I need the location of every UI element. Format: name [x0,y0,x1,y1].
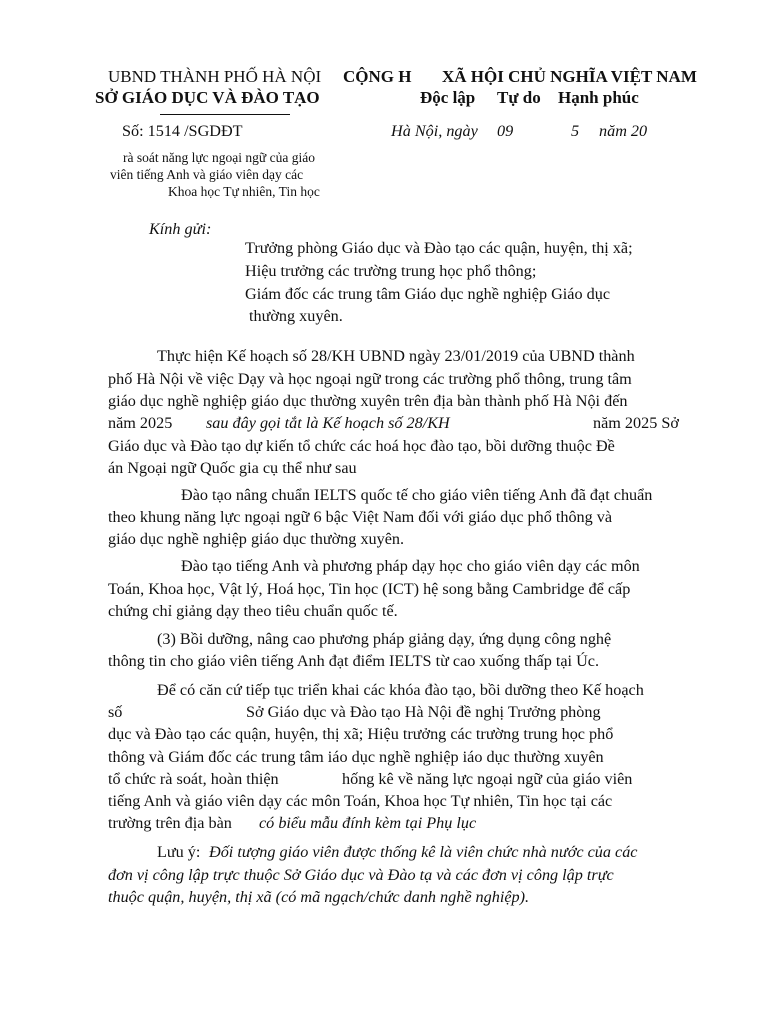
p5-line-7b: có biểu mẫu đính kèm tại Phụ lục [259,814,477,832]
p1-line-5: Giáo dục và Đào tạo dự kiến tổ chức các hoá học đào tạo, bồi dưỡng thuộc Đề [108,437,615,455]
p1-line-4c: năm 2025 Sở [593,414,679,432]
p3-line-3: chứng chỉ giảng dạy theo tiêu chuẩn quốc tế. [108,602,398,620]
note-line-1: Đối tượng giáo viên được thống kê là viên chức nhà nước của các [209,843,638,861]
p2-line-2: theo khung năng lực ngoại ngữ 6 bậc Việt Nam đối với giáo dục phổ thông và [108,508,613,526]
note-label: Lưu ý: [157,843,201,861]
note-line-2: đơn vị công lập trực thuộc Sở Giáo dục và Đào tạ và các đơn vị công lập trực [108,866,614,884]
recipients-label: Kính gửi: [149,220,212,238]
recipient-line-4: thường xuyên. [249,307,343,325]
p4-line-2: thông tin cho giáo viên tiếng Anh đạt điểm IELTS từ cao xuống thấp tại Úc. [108,652,600,670]
p5-line-1: Để có căn cứ tiếp tục triển khai các khóa đào tạo, bồi dưỡng theo Kế hoạch [157,681,644,699]
document-number: Số: 1514 /SGDĐT [122,122,243,140]
p3-line-1: Đào tạo tiếng Anh và phương pháp dạy học cho giáo viên dạy các môn [181,557,640,575]
subject-line-1: rà soát năng lực ngoại ngữ của giáo [123,150,315,165]
national-title-b: XÃ HỘI CHỦ NGHĨA VIỆT NAM [442,67,697,86]
p5-line-5a: tổ chức rà soát, hoàn thiện [108,770,279,788]
date-year: năm 20 [599,122,648,140]
p5-line-5b: hống kê về năng lực ngoại ngữ của giáo viên [342,770,633,788]
p1-line-3: giáo dục nghề nghiệp giáo dục thường xuyên trên địa bàn thành phố Hà Nội đến [108,392,628,410]
p1-line-4b: sau đây gọi tắt là Kế hoạch số 28/KH [206,414,450,432]
motto-a: Độc lập [420,88,476,107]
subject-line-3: Khoa học Tự nhiên, Tin học [168,184,320,199]
note-line-3: thuộc quận, huyện, thị xã (có mã ngạch/chức danh nghề nghiệp). [108,888,530,906]
p5-line-2b: Sở Giáo dục và Đào tạo Hà Nội đề nghị Trưởng phòng [246,703,601,721]
recipient-line-2: Hiệu trưởng các trường trung học phổ thông; [245,262,537,280]
p5-line-6: tiếng Anh và giáo viên dạy các môn Toán, Khoa học Tự nhiên, Tin học tại các [108,792,613,810]
recipient-line-1: Trưởng phòng Giáo dục và Đào tạo các quận, huyện, thị xã; [245,239,633,257]
p1-line-4a: năm 2025 [108,414,173,432]
date-day: 09 [497,122,514,140]
p3-line-2: Toán, Khoa học, Vật lý, Hoá học, Tin học (ICT) hệ song bằng Cambridge để cấp [108,580,631,598]
issuer-underline [160,114,290,115]
national-title-a: CỘNG H [343,67,412,86]
motto-b: Tự do [497,88,541,107]
date-month: 5 [571,122,580,140]
p5-line-4: thông và Giám đốc các trung tâm iáo dục nghề nghiệp iáo dục thường xuyên [108,748,604,766]
p4-line-1: (3) Bồi dưỡng, nâng cao phương pháp giảng dạy, ứng dụng công nghệ [157,630,612,648]
p2-line-1: Đào tạo nâng chuẩn IELTS quốc tế cho giáo viên tiếng Anh đã đạt chuẩn [181,486,653,504]
recipient-line-3: Giám đốc các trung tâm Giáo dục nghề nghiệp Giáo dục [245,285,611,303]
place-date: Hà Nội, ngày [391,122,478,140]
p5-line-3: dục và Đào tạo các quận, huyện, thị xã; Hiệu trưởng các trường trung học phổ [108,725,614,743]
issuer-line-2: SỞ GIÁO DỤC VÀ ĐÀO TẠO [95,88,320,107]
p5-line-7a: trường trên địa bàn [108,814,232,832]
p2-line-3: giáo dục nghề nghiệp giáo dục thường xuyên. [108,530,405,548]
p1-line-2: phố Hà Nội về việc Dạy và học ngoại ngữ trong các trường phổ thông, trung tâm [108,370,632,388]
p1-line-1: Thực hiện Kế hoạch số 28/KH UBND ngày 23/01/2019 của UBND thành [157,347,635,365]
issuer-line-1: UBND THÀNH PHỐ HÀ NỘI [108,67,322,86]
p1-line-6: án Ngoại ngữ Quốc gia cụ thể như sau [108,459,357,477]
p5-line-2a: số [108,703,123,721]
subject-line-2: viên tiếng Anh và giáo viên dạy các [110,167,304,182]
motto-c: Hạnh phúc [558,88,639,107]
